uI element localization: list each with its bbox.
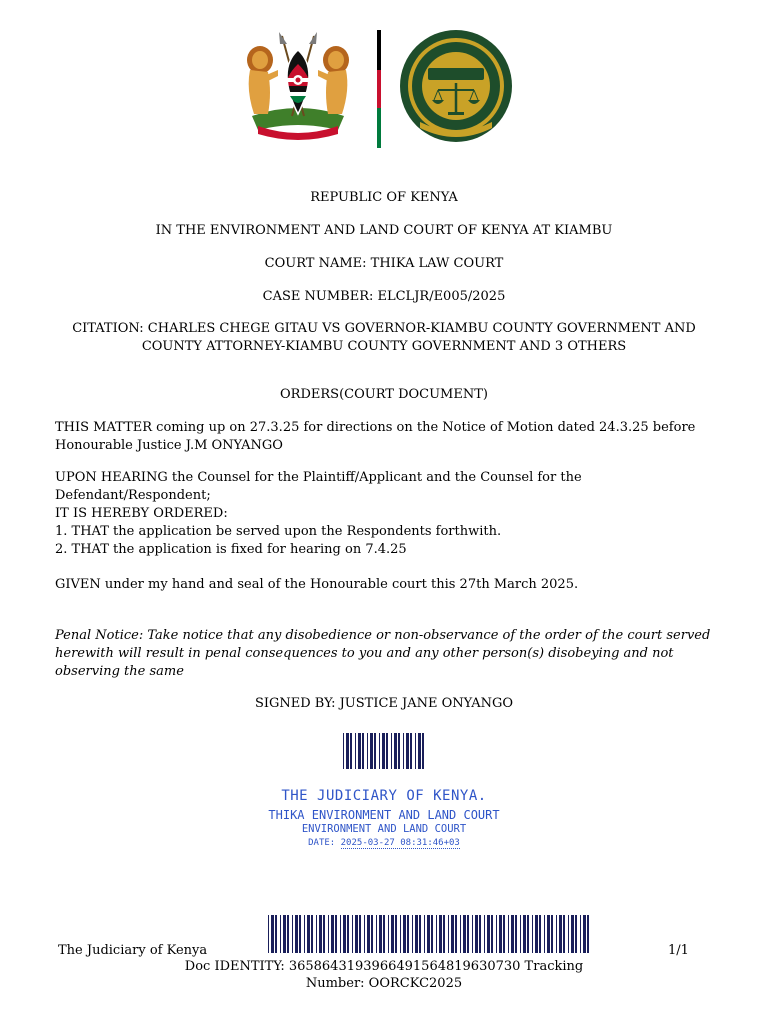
barcode-bar: [370, 733, 373, 769]
barcode-bar: [371, 915, 373, 953]
barcode-bar: [422, 733, 424, 769]
kenya-coat-of-arms: [238, 30, 358, 142]
citation-line-1: CITATION: CHARLES CHEGE GITAU VS GOVERNOR-KIAMBU COUNTY GOVERNMENT AND: [72, 321, 696, 336]
penal-line-2: herewith will result in penal consequences to you and any other person(s) disobeying and not: [55, 646, 674, 661]
orders-paragraph: [55, 469, 720, 559]
barcode-bar: [350, 733, 352, 769]
barcode-bar: [439, 915, 442, 953]
barcode-bar: [383, 915, 385, 953]
citation-line-2: COUNTY ATTORNEY-KIAMBU COUNTY GOVERNMENT AND 3 OTHERS: [141, 339, 627, 354]
penal-line-1: Penal Notice: Take notice that any disobedience or non-observance of the order of the court served: [55, 628, 711, 643]
barcode-bar: [364, 915, 365, 953]
stamp-title: THE JUDICIARY OF KENYA.: [281, 788, 487, 804]
barcode-bar: [400, 915, 401, 953]
barcode-bar: [406, 733, 409, 769]
barcode-bar: [319, 915, 322, 953]
barcode-bar: [424, 915, 425, 953]
barcode-bar: [388, 915, 389, 953]
barcode-bar: [410, 733, 412, 769]
penal-line-3: observing the same: [55, 664, 184, 679]
barcode-bar: [455, 915, 457, 953]
barcode-bar: [563, 915, 565, 953]
barcode-bar: [443, 915, 445, 953]
matter-line-2: Honourable Justice J.M ONYANGO: [55, 438, 283, 453]
barcode-bar: [346, 733, 349, 769]
barcode-bar: [391, 733, 392, 769]
given-under: GIVEN under my hand and seal of the Honourable court this 27th March 2025.: [55, 577, 579, 592]
barcode-bar: [448, 915, 449, 953]
barcode-bar: [556, 915, 557, 953]
barcode-bar: [527, 915, 529, 953]
barcode-bar: [316, 915, 317, 953]
barcode-bar: [407, 915, 409, 953]
doc-identity: [0, 958, 768, 992]
barcode-bar: [379, 915, 382, 953]
court-heading: IN THE ENVIRONMENT AND LAND COURT OF KENYA AT KIAMBU: [155, 223, 613, 238]
barcode-bar: [292, 915, 293, 953]
signature-barcode: [343, 733, 425, 769]
document-barcode: [268, 915, 594, 953]
orders-title: ORDERS(COURT DOCUMENT): [280, 387, 488, 402]
barcode-bar: [374, 733, 376, 769]
barcode-bar: [355, 915, 358, 953]
barcode-bar: [511, 915, 514, 953]
barcode-bar: [427, 915, 430, 953]
barcode-bar: [535, 915, 538, 953]
barcode-bar: [515, 915, 517, 953]
barcode-bar: [295, 915, 298, 953]
order-item: 2. THAT the application is fixed for hearing on 7.4.25: [55, 542, 407, 557]
barcode-bar: [460, 915, 461, 953]
barcode-bar: [580, 915, 581, 953]
barcode-bar: [398, 733, 400, 769]
barcode-bar: [352, 915, 353, 953]
barcode-bar: [358, 733, 361, 769]
barcode-bar: [415, 915, 418, 953]
penal-notice: [55, 627, 720, 681]
barcode-bar: [347, 915, 349, 953]
judiciary-seal: [398, 28, 514, 144]
barcode-bar: [568, 915, 569, 953]
barcode-bar: [503, 915, 505, 953]
barcode-bar: [523, 915, 526, 953]
ordered-heading: IT IS HEREBY ORDERED:: [55, 506, 228, 521]
kenya-flag-divider: [377, 30, 381, 148]
barcode-bar: [467, 915, 469, 953]
hearing-line-1: UPON HEARING the Counsel for the Plaintiff/Applicant and the Counsel for the: [55, 470, 582, 485]
divider-black-stripe: [377, 30, 381, 70]
barcode-bar: [283, 915, 286, 953]
barcode-bar: [391, 915, 394, 953]
case-number: CASE NUMBER: ELCLJR/E005/2025: [262, 289, 506, 304]
barcode-bar: [472, 915, 473, 953]
barcode-bar: [559, 915, 562, 953]
barcode-bar: [323, 915, 325, 953]
signed-by: SIGNED BY: JUSTICE JANE ONYANGO: [254, 696, 514, 711]
republic-heading: REPUBLIC OF KENYA: [310, 190, 458, 205]
barcode-bar: [418, 733, 421, 769]
matter-paragraph: [55, 419, 720, 455]
barcode-bar: [479, 915, 481, 953]
barcode-bar: [331, 915, 334, 953]
barcode-bar: [547, 915, 550, 953]
barcode-bar: [571, 915, 574, 953]
barcode-bar: [412, 915, 413, 953]
barcode-bar: [484, 915, 485, 953]
barcode-bar: [587, 915, 589, 953]
barcode-bar: [343, 915, 346, 953]
barcode-bar: [487, 915, 490, 953]
barcode-bar: [463, 915, 466, 953]
doc-identity-line-1: Doc IDENTITY: 3658643193966491564819630730 Tracking: [184, 959, 584, 974]
barcode-bar: [419, 915, 421, 953]
barcode-bar: [436, 915, 437, 953]
barcode-bar: [307, 915, 310, 953]
barcode-bar: [379, 733, 380, 769]
stamp-date-value: 2025-03-27 08:31:46+03: [340, 838, 460, 848]
barcode-bar: [499, 915, 502, 953]
barcode-bar: [335, 915, 337, 953]
barcode-bar: [304, 915, 305, 953]
court-name: COURT NAME: THIKA LAW COURT: [264, 256, 504, 271]
barcode-bar: [367, 733, 368, 769]
barcode-bar: [532, 915, 533, 953]
barcode-bar: [475, 915, 478, 953]
barcode-bar: [544, 915, 545, 953]
page-number: 1/1: [668, 943, 689, 958]
barcode-bar: [287, 915, 289, 953]
matter-line-1: THIS MATTER coming up on 27.3.25 for directions on the Notice of Motion dated 24.3.25 before: [55, 420, 696, 435]
barcode-bar: [386, 733, 388, 769]
barcode-bar: [271, 915, 274, 953]
barcode-bar: [343, 733, 344, 769]
barcode-bar: [575, 915, 577, 953]
barcode-bar: [403, 733, 404, 769]
barcode-bar: [403, 915, 406, 953]
barcode-bar: [328, 915, 329, 953]
barcode-bar: [496, 915, 497, 953]
barcode-bar: [394, 733, 397, 769]
barcode-bar: [311, 915, 313, 953]
barcode-bar: [551, 915, 553, 953]
barcode-bar: [431, 915, 433, 953]
barcode-bar: [280, 915, 281, 953]
hearing-line-2: Defendant/Respondent;: [55, 488, 211, 503]
footer-left: The Judiciary of Kenya: [58, 943, 208, 958]
barcode-bar: [376, 915, 377, 953]
doc-identity-line-2: Number: OORCKC2025: [305, 976, 463, 991]
barcode-bar: [508, 915, 509, 953]
barcode-bar: [539, 915, 541, 953]
barcode-bar: [451, 915, 454, 953]
divider-green-stripe: [377, 108, 381, 148]
barcode-bar: [362, 733, 364, 769]
stamp-date-label: DATE:: [308, 838, 336, 848]
barcode-bar: [355, 733, 356, 769]
barcode-bar: [340, 915, 341, 953]
barcode-bar: [395, 915, 397, 953]
barcode-bar: [359, 915, 361, 953]
barcode-bar: [299, 915, 301, 953]
divider-red-stripe: [377, 70, 381, 108]
order-item: 1. THAT the application be served upon the Respondents forthwith.: [55, 524, 502, 539]
stamp-date: [0, 838, 768, 848]
barcode-bar: [367, 915, 370, 953]
barcode-bar: [268, 915, 269, 953]
stamp-court: THIKA ENVIRONMENT AND LAND COURT: [268, 808, 500, 822]
barcode-bar: [491, 915, 493, 953]
barcode-bar: [415, 733, 416, 769]
barcode-bar: [520, 915, 521, 953]
stamp-division: ENVIRONMENT AND LAND COURT: [301, 823, 467, 835]
barcode-bar: [583, 915, 586, 953]
barcode-bar: [275, 915, 277, 953]
barcode-bar: [382, 733, 385, 769]
